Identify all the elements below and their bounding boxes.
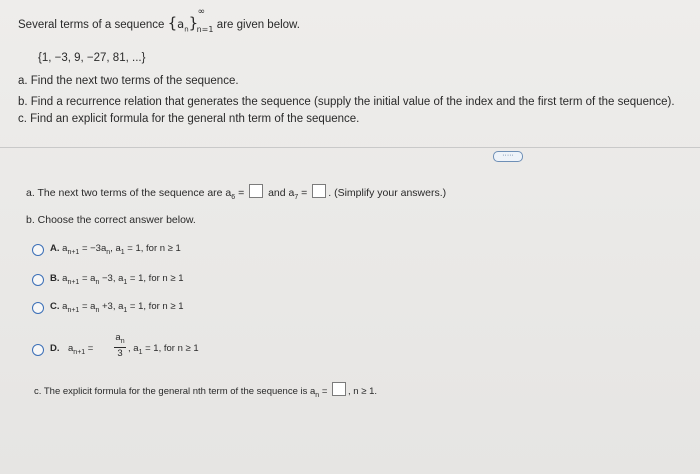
option-c[interactable]: C. $a_{n+1} = a_n +3$, $a_1 = 1$, for n ≥ 1 — [50, 301, 184, 314]
option-a[interactable]: A. $a_{n+1} = -3a_n$, $a_1 = 1$, for n ≥ 1 — [50, 243, 181, 256]
intro-tail: are given below. — [216, 19, 300, 31]
part-b-prompt: b. Choose the correct answer below. — [26, 214, 196, 226]
lower-index: n=1 — [196, 25, 214, 34]
option-c-radio[interactable] — [32, 302, 44, 314]
a6-answer-box[interactable] — [249, 184, 263, 198]
question-c: c. Find an explicit formula for the general nth term of the sequence. — [18, 113, 360, 125]
explicit-formula-box[interactable] — [332, 382, 346, 396]
section-divider — [0, 147, 700, 148]
option-a-radio[interactable] — [32, 244, 44, 256]
intro-lead: Several terms of a sequence — [18, 19, 165, 31]
option-d-radio[interactable] — [32, 344, 44, 356]
infinity-symbol: ∞ — [197, 7, 206, 17]
option-b[interactable]: B. $a_{n+1} = a_n -3$, $a_1 = 1$, for n ≥ 1 — [50, 273, 184, 286]
simplify-hint: (Simplify your answers.) — [334, 187, 447, 199]
a7-answer-box[interactable] — [312, 184, 326, 198]
question-b: b. Find a recurrence relation that generates the sequence (supply the initial value of the index and the first term of the sequence). — [18, 96, 675, 108]
sequence-notation: $\{a_n\}$ ∞ n=1 — [167, 7, 214, 34]
part-c-answer-line: c. The explicit formula for the general nth term of the sequence is $a_n$ = , n ≥ 1. — [34, 382, 377, 399]
intro-line — [18, 7, 300, 34]
part-a-answer-line: a. The next two terms of the sequence are $a_6$ = and $a_7$ = . (Simplify your answers.) — [26, 184, 446, 201]
fraction: $a_n$ 3 — [115, 332, 125, 359]
option-b-radio[interactable] — [32, 274, 44, 286]
question-a: a. Find the next two terms of the sequence. — [18, 75, 239, 87]
sequence-values: {1, −3, 9, −27, 81, ...} — [38, 52, 146, 64]
expand-more-button[interactable]: ····· — [493, 151, 523, 162]
homework-page: Several terms of a sequence $\{a_n\}$ ∞ n=1 are given below. {1, −3, 9, −27, 81, ...} a. Find the next two terms of the sequence. b. Find a recurrence relation that generates the sequence (supply the initial value of the index and the first term of the sequence). c. Find an explicit formula for the general nth term of the sequence. ····· a. The next two terms of the sequence are $a_6$ = and $a_7$ = . (Simplify your answers.) b. Choose the correct answer below. A. $a_{n+1} = -3a_n$, $a_1 = 1$, for n ≥ 1 B. $a_{n+1} = a_n -3$, $a_1 = 1$, for n ≥ 1 C. $a_{n+1} = a_n +3$, $a_1 = 1$, for n ≥ 1 D. $a_{n+1}$ = $a_n$ 3 , $a_1 = 1$, for n ≥ 1 c. The explicit formula for the general nth term of the sequence is $a_n$ = , n ≥ 1. — [0, 0, 700, 474]
